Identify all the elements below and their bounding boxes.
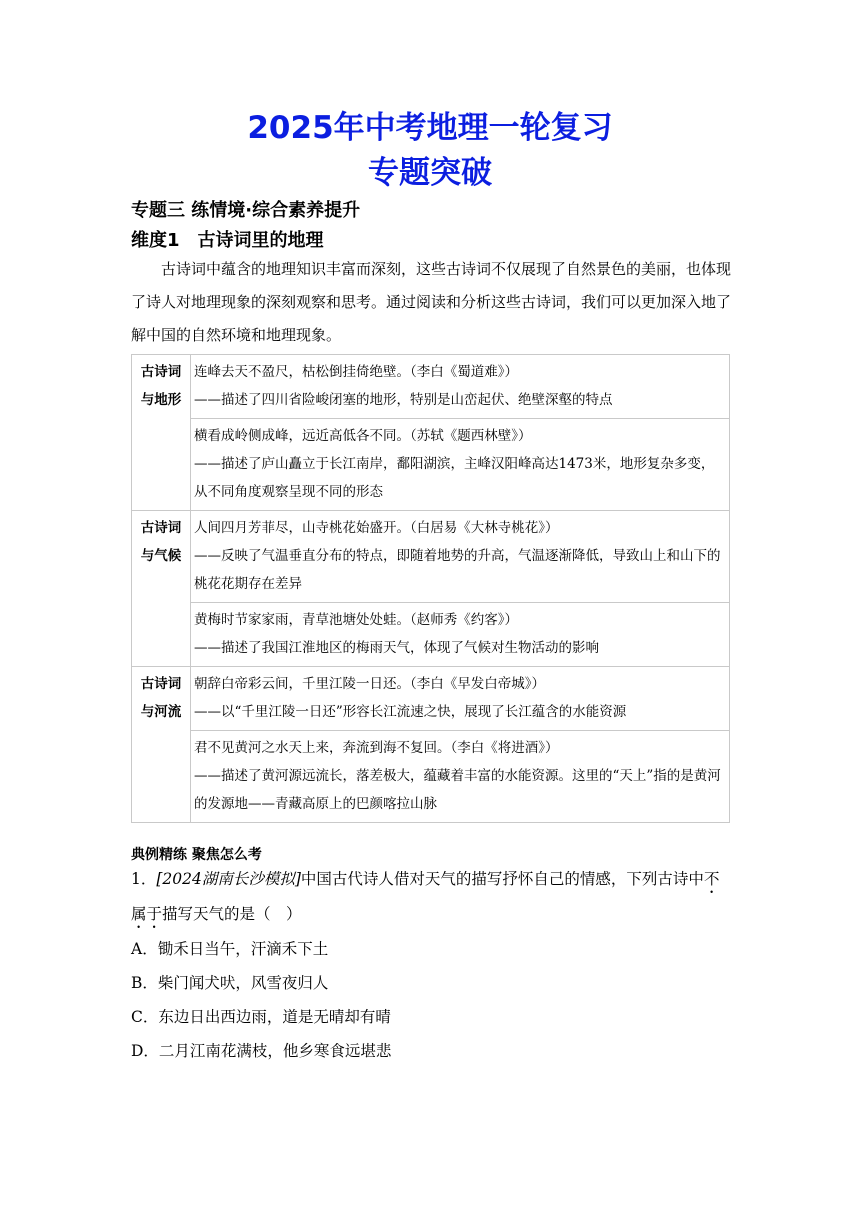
- question-text-part1: 中国古代诗人借对天气的描写抒怀自己的情感，下列古诗中: [300, 870, 704, 888]
- category-label-line2: 与河流: [140, 704, 182, 720]
- question-source: [2024湖南长沙模拟]: [156, 870, 301, 888]
- poem-explanation: ——描述了我国江淮地区的梅雨天气，体现了气候对生物活动的影响: [194, 640, 599, 656]
- category-label-line2: 与气候: [140, 548, 182, 564]
- category-label-line1: 古诗词: [140, 364, 182, 380]
- poem-explanation: ——描述了四川省险峻闭塞的地形，特别是山峦起伏、绝壁深壑的特点: [194, 392, 613, 408]
- category-cell-landform: [132, 355, 191, 511]
- poem-entry: [191, 419, 730, 511]
- category-cell-river: [132, 667, 191, 823]
- question-number: 1．: [131, 870, 157, 888]
- poem-entry: [191, 511, 730, 603]
- poem-explanation: ——描述了黄河源远流长，落差极大，蕴藏着丰富的水能资源。这里的“天上”指的是黄河的发源地——青藏高原上的巴颜喀拉山脉: [194, 768, 721, 812]
- table-row: [132, 511, 730, 603]
- category-label-line1: 古诗词: [140, 520, 182, 536]
- poem-explanation: ——以“千里江陵一日还”形容长江流速之快，展现了长江蕴含的水能资源: [194, 704, 627, 720]
- poem-entry: [191, 667, 730, 731]
- document-title: 2025年中考地理一轮复习: [247, 110, 613, 146]
- table-row: [132, 731, 730, 823]
- poem-entry: [191, 355, 730, 419]
- poem-line: 黄梅时节家家雨，青草池塘处处蛙。（赵师秀《约客》）: [194, 612, 518, 628]
- table-row: [132, 355, 730, 419]
- poem-line: 君不见黄河之水天上来，奔流到海不复回。（李白《将进酒》）: [194, 740, 559, 756]
- dimension-heading: 维度1 古诗词里的地理: [131, 230, 324, 251]
- option-b[interactable]: B．柴门闻犬吠，风雪夜归人: [131, 974, 329, 992]
- poem-entry: [191, 731, 730, 823]
- table-row: [132, 603, 730, 667]
- question-emphasis: 不属于: [131, 870, 720, 923]
- category-label-line2: 与地形: [140, 392, 182, 408]
- poem-entry: [191, 603, 730, 667]
- option-a[interactable]: A．锄禾日当午，汗滴禾下土: [131, 940, 329, 958]
- document-subtitle: 专题突破: [368, 155, 492, 191]
- poem-explanation: ——反映了气温垂直分布的特点，即随着地势的升高，气温逐渐降低，导致山上和山下的桃花花期存在差异: [194, 548, 721, 592]
- examples-heading: 典例精练 聚焦怎么考: [131, 847, 262, 863]
- poem-geography-table: [131, 354, 730, 823]
- question-block: [131, 862, 731, 1068]
- topic-heading: 专题三 练情境·综合素养提升: [131, 200, 361, 221]
- poem-line: 朝辞白帝彩云间，千里江陵一日还。（李白《早发白帝城》）: [194, 676, 545, 692]
- poem-line: 人间四月芳菲尽，山寺桃花始盛开。（白居易《大林寺桃花》）: [194, 520, 559, 536]
- question-text-part2: 描写天气的是（ ）: [162, 905, 302, 923]
- poem-line: 横看成岭侧成峰，远近高低各不同。（苏轼《题西林壁》）: [194, 428, 532, 444]
- intro-text: 古诗词中蕴含的地理知识丰富而深刻，这些古诗词不仅展现了自然景色的美丽，也体现了诗人对地理现象的深刻观察和思考。通过阅读和分析这些古诗词，我们可以更加深入地了解中国的自然环境和地理现象。: [131, 260, 732, 344]
- category-label-line1: 古诗词: [140, 676, 182, 692]
- poem-explanation: ——描述了庐山矗立于长江南岸，鄱阳湖滨，主峰汉阳峰高达1473米，地形复杂多变，从不同角度观察呈现不同的形态: [194, 456, 715, 500]
- option-d[interactable]: D．二月江南花满枝，他乡寒食远堪悲: [131, 1042, 392, 1060]
- question-stem: [131, 862, 731, 932]
- option-c[interactable]: C．东边日出西边雨，道是无晴却有晴: [131, 1008, 391, 1026]
- category-cell-climate: [132, 511, 191, 667]
- table-row: [132, 667, 730, 731]
- intro-paragraph: [131, 253, 731, 352]
- table-row: [132, 419, 730, 511]
- poem-line: 连峰去天不盈尺，枯松倒挂倚绝壁。（李白《蜀道难》）: [194, 364, 518, 380]
